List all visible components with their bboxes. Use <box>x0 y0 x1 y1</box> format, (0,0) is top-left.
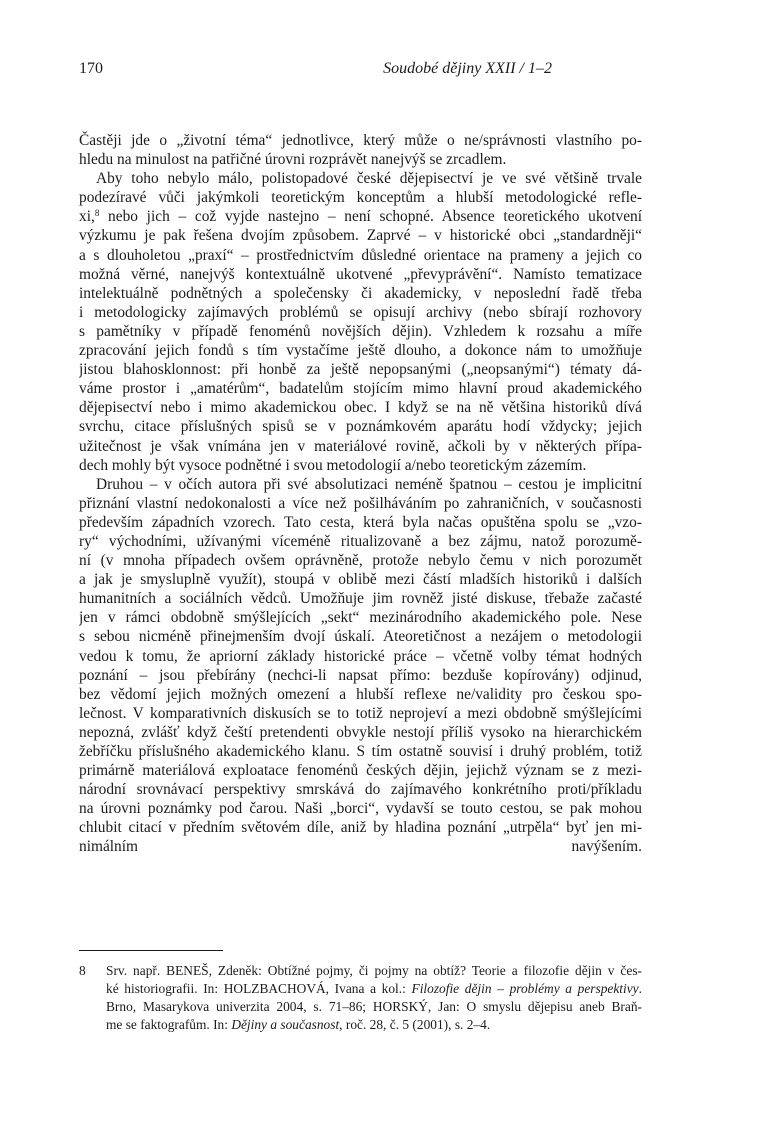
text-line: ní (v mnoha případech ovšem oprávněně, protože nebylo čemu v nich porozumět <box>79 552 642 570</box>
text-line <box>79 857 642 876</box>
footnote-line: Srv. např. BENEŠ, Zdeněk: Obtížné pojmy, či pojmy na obtíž? Teorie a filozofie dějin v čes- <box>106 963 642 978</box>
text-segment: nebo jich – což vyjde nastejno – není schopné. Absence teoretického ukotvení <box>99 208 642 226</box>
text-line: svrchu, citace příslušných spisů se v poznámkovém aparátu hodí vždycky; jejich <box>79 418 642 436</box>
footnote-reference: 8 <box>94 208 100 219</box>
text-line: Aby toho nebylo málo, polistopadové české dějepisectví je ve své většině trvale <box>96 170 642 188</box>
text-segment: xi, <box>79 208 95 226</box>
running-title: Soudobé dějiny XXII / 1–2 <box>383 60 552 77</box>
footnote-line <box>106 980 642 998</box>
text-line: jistou blahosklonnost: při honbě za ještě nepopsanými („neopsanými“) tématy dá- <box>79 361 642 379</box>
footnote-text <box>106 962 642 1034</box>
text-line: vedou k tomu, že apriorní základy historické práce – včetně volby témat hodných <box>79 647 642 665</box>
text-line: výzkumu je pak řešena dvojím způsobem. Zaprvé – v historické obci „standardněji“ <box>79 227 642 245</box>
text-line: na úrovni poznámky pod čarou. Naši „borci“, vydavší se touto cestou, se pak mohou <box>79 800 642 818</box>
text-line: a jak je smysluplně využít), stoupá v oblibě mezi částí mladších historiků i dalších <box>79 571 642 589</box>
text-line: národní srovnávací perspektivy smrskává do zajímavého konkrétního proti/příkladu <box>79 781 642 799</box>
footnote-separator <box>79 950 223 951</box>
text-line: dějepisectví nebo i mimo akademickou obec. I když se na ně většina historiků dívá <box>79 399 642 417</box>
footnote-line: Brno, Masarykova univerzita 2004, s. 71–86; HORSKÝ, Jan: O smyslu dějepisu aneb Braň- <box>106 999 642 1014</box>
text-line: především západních vzorech. Tato cesta, která byla načas opuštěna spolu se „vzo- <box>79 513 642 531</box>
text-segment: me se faktografům. In: <box>106 1017 232 1032</box>
text-line: a s dlouholetou „praxí“ – prostřednictvím důsledné orientace na prameny a jejich co <box>79 246 642 264</box>
text-line: Častěji jde o „životní téma“ jednotlivce, který může o ne/správnosti vlastního po- <box>79 132 642 149</box>
text-line: nepozná, zvlášť když čeští pretendenti obvykle nestojí příliš vysoko na hierarchickém <box>79 723 642 741</box>
text-line: chlubit citací v předním světovém díle, aniž by hladina poznání „utrpěla“ byť jen mi- <box>79 819 642 837</box>
text-line: zpracování jejich fondů s tím vystačíme ještě dlouho, a dokonce nám to umožňuje <box>79 342 642 360</box>
text-line: ry“ východními, užívanými víceméně ritualizovaně a bez zájmu, natož porozumě- <box>79 532 642 550</box>
page-number: 170 <box>79 60 103 77</box>
text-line: bez vědomí jejich možných omezení a hlubší reflexe ne/validity pro českou spo- <box>79 685 642 703</box>
book-title: Filozofie dějin – problémy a perspektivy <box>411 981 639 996</box>
text-line <box>79 207 642 226</box>
text-line: humanitních a sociálních vědců. Umožňuje jim rovněž jisté diskuse, třebaže začasté <box>79 590 642 608</box>
body-text <box>79 131 642 876</box>
text-segment: ké historiografii. In: HOLZBACHOVÁ, Ivana a kol.: <box>106 981 412 996</box>
page-header <box>79 60 642 84</box>
journal-title: Dějiny a současnost <box>231 1017 340 1032</box>
text-segment: , roč. 28, č. 5 (2001), s. 2–4. <box>339 1017 491 1032</box>
text-line: hledu na minulost na patřičné úrovni rozprávět nanejvýš se zrcadlem. <box>79 151 507 169</box>
text-line: přiznání vlastní nedokonalosti a více než pošilháváním po zahraničních, v současnosti <box>79 494 642 512</box>
text-line: nimálním navýšením. <box>79 838 642 856</box>
text-line: intelektuálně podnětných a společensky či akademicky, v neposlední řadě třeba <box>79 284 642 302</box>
text-line: lečnost. V komparativních diskusích se to totiž neprojeví a mezi obdobně smýšlejícími <box>79 704 642 722</box>
text-line: primárně materiálová exploatace fenoménů českých dějin, jejichž význam se z mezi- <box>79 762 642 780</box>
text-line: žebříčku příslušného akademického klanu. S tím ostatně souvisí i druhý problém, totiž <box>79 743 642 760</box>
text-line: jen v rámci obdobně smýšlejících „sekt“ mezinárodního akademického pole. Nese <box>79 609 642 627</box>
text-line: podezíravé vůči jakýmkoli teoretickým konceptům a hlubší metodologické refle- <box>79 189 642 207</box>
text-line: i metodologicky zajímavých problémů se opisují archivy (nebo sbírají rozhovory <box>79 303 642 321</box>
text-segment: . <box>638 981 642 996</box>
text-line: s pamětníky v případě fenoménů novějších dějin). Vzhledem k rozsahu a míře <box>79 322 642 340</box>
footnote-line <box>106 1016 642 1034</box>
text-line: s sebou nicméně přinejmenším dvojí úskalí. Ateoretičnost a nezájem o metodologii <box>79 628 642 646</box>
footnote-number: 8 <box>79 963 86 978</box>
text-line: užitečnost je však vnímána jen v materiálové rovině, ačkoli by v některých přípa- <box>79 437 642 455</box>
text-line: poznání – jsou přebírány (nechci-li napsat přímo: bezduše kopírovány) odjinud, <box>79 666 642 684</box>
text-line: Druhou – v očích autora při své absolutizaci neméně špatnou – cestou je implicitní <box>96 475 642 493</box>
text-line: váme prostor i „amatérům“, badatelům stojícím mimo hlavní proud akademického <box>79 380 642 398</box>
text-line: možná věrné, nanejvýš kontextuálně ukotvené „převyprávění“. Namísto tematizace <box>79 265 642 283</box>
text-line: dech mohly být vysoce podnětné i svou metodologií a/nebo teoretickým zázemím. <box>79 456 587 474</box>
